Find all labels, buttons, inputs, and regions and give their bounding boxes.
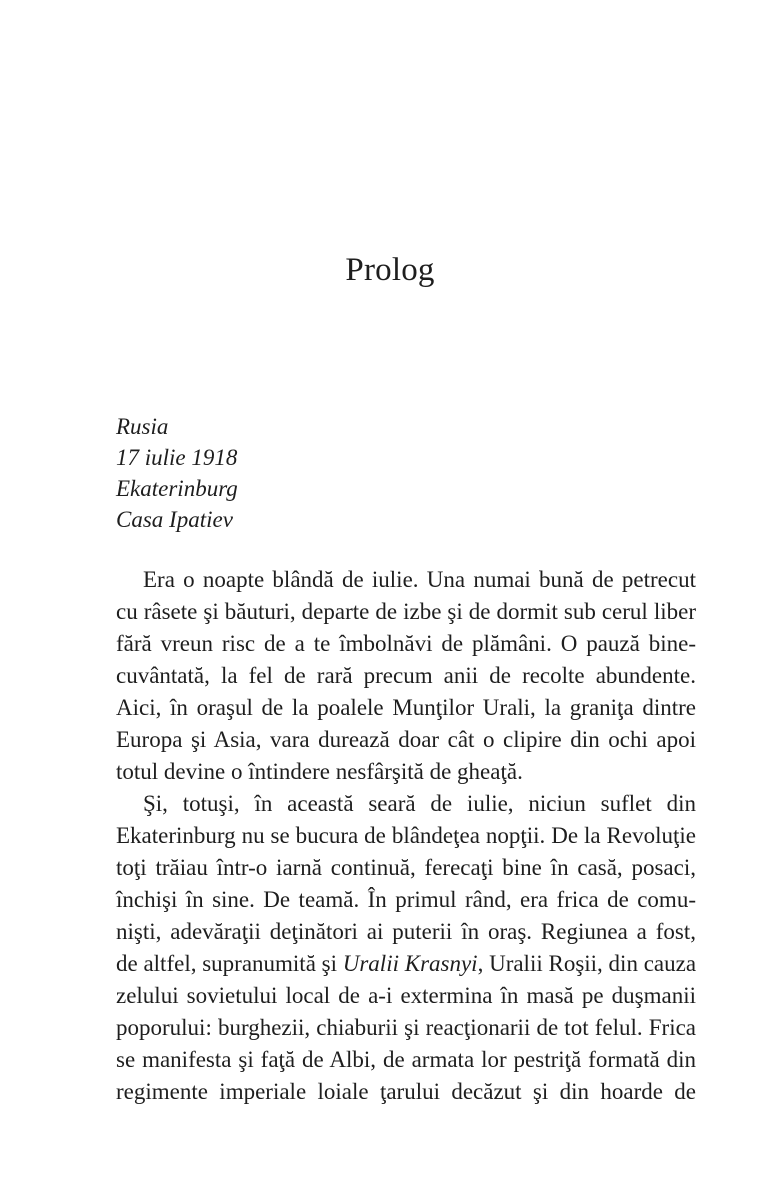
text-line: Şi, totuşi, în această seară de iulie, niciun suflet din: [143, 791, 696, 816]
text-line: cu râsete şi băuturi, departe de izbe şi de dormit sub cerul liber: [116, 599, 696, 624]
text-line: zelului sovietului local de a-i extermina în masă pe duşmanii: [116, 983, 696, 1008]
text-line: cuvântată, la fel de rară precum anii de recolte abundente.: [116, 663, 696, 688]
text-line: fără vreun risc de a te îmbolnăvi de plămâni. O pauză bine-: [116, 631, 696, 656]
header-date: 17 iulie 1918: [116, 445, 238, 470]
text-line: Europa şi Asia, vara durează doar cât o clipire din ochi apoi: [116, 727, 696, 752]
text-line: Aici, în oraşul de la poalele Munţilor Urali, la graniţa dintre: [116, 695, 696, 720]
paragraph-2: [116, 788, 696, 1108]
text-line: se manifesta şi faţă de Albi, de armata lor pestriţă formată din: [116, 1047, 696, 1072]
text-line: închişi în sine. De teamă. În primul rând, era frica de comu-: [116, 887, 696, 912]
header-country: Rusia: [116, 414, 169, 439]
text-line: regimente imperiale loiale ţarului decăzut şi din hoarde de: [116, 1079, 696, 1104]
chapter-location-header: [116, 411, 676, 535]
text-line: toţi trăiau într-o iarnă continuă, ferecaţi bine în casă, posaci,: [116, 855, 696, 880]
text-line: Era o noapte blândă de iulie. Una numai bună de petrecut: [143, 567, 696, 592]
text-segment: , Uralii Roşii, din cauza: [477, 951, 697, 976]
text-line: Ekaterinburg nu se bucura de blândeţea nopţii. De la Revoluţie: [116, 823, 696, 848]
chapter-title: Prolog: [345, 252, 435, 288]
text-line: totul devine o întindere nesfârşită de gheaţă.: [116, 759, 523, 784]
italic-phrase: Uralii Krasnyi: [342, 951, 478, 976]
paragraph-1: [116, 564, 696, 788]
body-text: [116, 564, 696, 1108]
text-line: poporului: burghezii, chiaburii şi reacţionarii de tot felul. Frica: [116, 1015, 696, 1040]
text-line-with-italic: [116, 948, 696, 980]
text-line: nişti, adevăraţii deţinători ai puterii în oraş. Regiunea a fost,: [116, 919, 696, 944]
text-segment: de altfel, supranumită şi: [116, 951, 337, 976]
header-city: Ekaterinburg: [116, 476, 238, 501]
header-place: Casa Ipatiev: [116, 507, 233, 532]
